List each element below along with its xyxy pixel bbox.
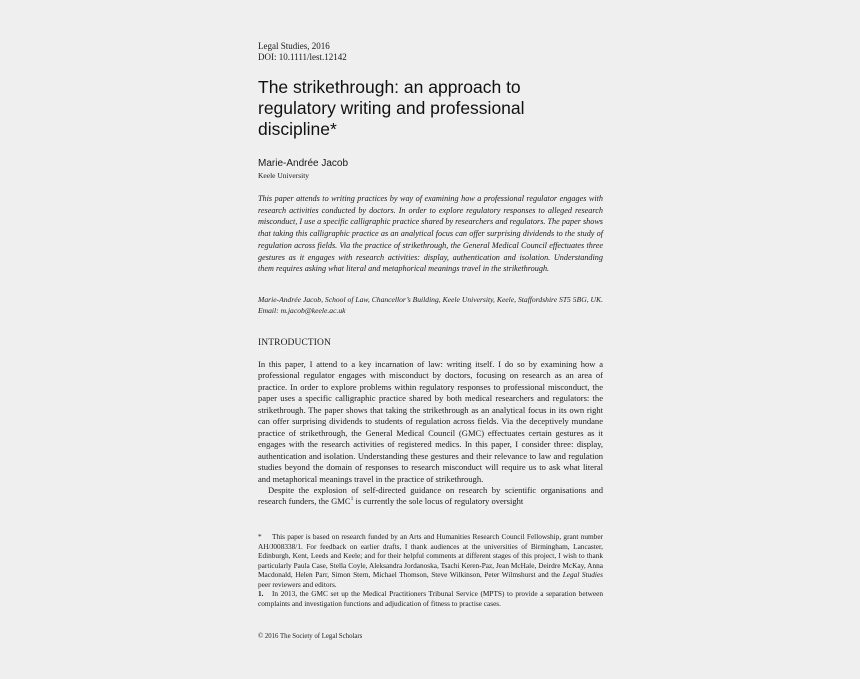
- footnotes: [258, 532, 603, 608]
- footnote-star-journal: Legal Studies: [562, 570, 603, 579]
- footnote-star-mark: *: [258, 532, 262, 541]
- section-heading: INTRODUCTION: [258, 338, 331, 348]
- footnote-ref-1: 1: [350, 496, 354, 503]
- paragraph-2-before: Despite the explosion of self-directed guidance on research by scientific organisations and research funders, the GMC: [258, 484, 603, 507]
- paper-title: The strikethrough: an approach to regulatory writing and professional discipline*: [258, 77, 525, 139]
- footnote-star-text: This paper is based on research funded by an Arts and Humanities Research Council Fellowship, grant number AH/J008338/1. For feedback on earlier drafts, I thank audiences at the universities of Birmingham, Lancaster, Edinburgh, Kent, Leeds and Keele; and for their helpful comments at different stages of this project, I wish to thank particularly Paula Case, Stella Coyle, Aleksandra Jordanoska, Tsachi Keren-Paz, Jean McHale, Deirdre McKay, Anna Macdonald, Helen Parr, Simon Stern, Michael Thomson, Steve Wilkinson, Peter Wilmshurst and the: [258, 532, 603, 579]
- journal-doi: DOI: 10.1111/lest.12142: [258, 52, 347, 62]
- footnote-star: [258, 532, 603, 589]
- footnote-1-mark: 1.: [258, 589, 264, 598]
- footnote-1: [258, 589, 603, 608]
- body-text: [258, 359, 603, 508]
- journal-header: [258, 41, 603, 63]
- copyright-notice: © 2016 The Society of Legal Scholars: [258, 633, 363, 640]
- paragraph-1: In this paper, I attend to a key incarnation of law: writing itself. I do so by examining how a professional regulator engages with misconduct by doctors, focusing on research as an area of practice. In order to explore problems within regulatory responses to professional misconduct, the paper uses a specific calligraphic practice shared by both medical researchers and regulators: the strikethrough. The paper shows that taking the strikethrough as an analytical focus in its own right can offer surprising dividends to students of regulation across fields. Via the deceptively mundane practice of strikethrough, the General Medical Council (GMC) effectuates certain gestures as it engages with the research activities of registered medics. In this paper, I consider three: display, authentication and isolation. Understanding these gestures and their relevance to law and regulation studies beyond the domain of responses to research misconduct will require us to ask what literal and metaphorical meanings travel in the practice of strikethrough.: [258, 359, 603, 484]
- paragraph-2-after: is currently the sole locus of regulatory oversight: [353, 496, 524, 507]
- footnote-1-text: In 2013, the GMC set up the Medical Practitioners Tribunal Service (MPTS) to provide a separation between complaints and investigation functions and adjudication of fitness to practise cases.: [258, 589, 603, 608]
- author-affiliation: Keele University: [258, 171, 310, 180]
- footnote-star-tail: peer reviewers and editors.: [258, 579, 337, 589]
- journal-name: Legal Studies, 2016: [258, 41, 330, 51]
- author-address: Marie-Andrée Jacob, School of Law, Chancellor’s Building, Keele University, Keele, Staffordshire ST5 5BG, UK. Email: m.jacob@keele.ac.uk: [258, 295, 603, 315]
- author-name: Marie-Andrée Jacob: [258, 158, 349, 169]
- abstract: This paper attends to writing practices by way of examining how a professional regulator engages with research activities conducted by doctors. In order to explore regulatory responses to alleged research misconduct, I use a specific calligraphic practice shared by researchers and regulators. The paper shows that taking this calligraphic practice as an analytical focus can offer surprising dividends to the study of regulation across fields. Via the practice of strikethrough, the General Medical Council effectuates three gestures as it engages with research activities: display, authentication and isolation. Understanding them requires asking what literal and metaphorical meanings travel in the strikethrough.: [258, 194, 603, 274]
- paragraph-2: [258, 485, 603, 508]
